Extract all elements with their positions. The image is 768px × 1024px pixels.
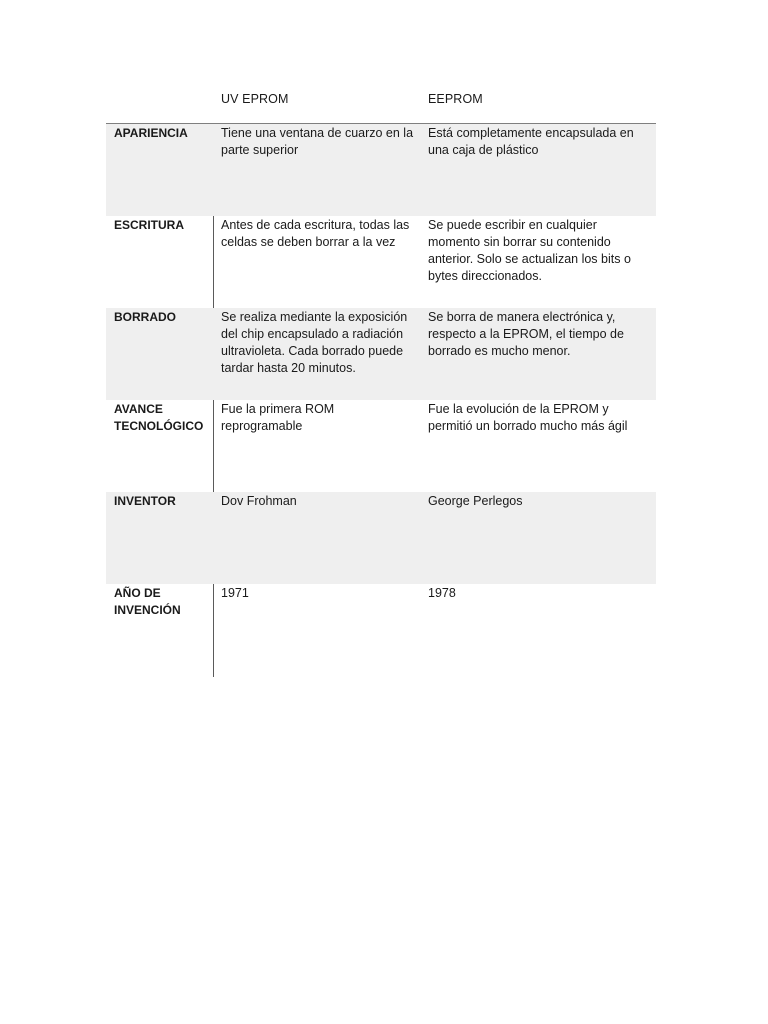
column-header-uv-eprom: UV EPROM <box>221 92 289 106</box>
cell-eeprom: 1978 <box>428 586 456 600</box>
cell-eeprom: Se borra de manera electrónica y, respecto a la EPROM, el tiempo de borrado es mucho menor. <box>428 310 624 358</box>
cell-uv-eprom: Antes de cada escritura, todas las celdas se deben borrar a la vez <box>221 218 410 249</box>
table-row-ano-de-invencion <box>106 584 656 676</box>
cell-uv-eprom: Dov Frohman <box>221 494 297 508</box>
table-row-borrado <box>106 308 656 400</box>
cell-uv-eprom: 1971 <box>221 586 249 600</box>
row-label: APARIENCIA <box>114 126 188 140</box>
cell-uv-eprom: Tiene una ventana de cuarzo en la parte superior <box>221 126 414 157</box>
row-label: ESCRITURA <box>114 218 185 232</box>
table-row-avance-tecnologico <box>106 400 656 492</box>
table-row-apariencia <box>106 124 656 216</box>
column-header-eeprom: EEPROM <box>428 92 483 106</box>
cell-uv-eprom: Se realiza mediante la exposición del chip encapsulado a radiación ultravioleta. Cada borrado puede tardar hasta 20 minutos. <box>221 310 408 375</box>
cell-uv-eprom: Fue la primera ROM reprogramable <box>221 402 335 433</box>
table-row-escritura <box>106 216 656 308</box>
row-label: BORRADO <box>114 310 176 324</box>
cell-eeprom: Se puede escribir en cualquier momento sin borrar su contenido anterior. Solo se actualizan los bits o bytes direccionados. <box>428 218 631 283</box>
row-label: AVANCE TECNOLÓGICO <box>114 402 204 433</box>
row-label: AÑO DE INVENCIÓN <box>114 586 181 617</box>
table-header-row <box>106 84 656 124</box>
cell-eeprom: Fue la evolución de la EPROM y permitió un borrado mucho más ágil <box>428 402 628 433</box>
cell-eeprom: George Perlegos <box>428 494 523 508</box>
table-row-inventor <box>106 492 656 584</box>
row-label: INVENTOR <box>114 494 176 508</box>
comparison-table <box>106 84 656 676</box>
cell-eeprom: Está completamente encapsulada en una caja de plástico <box>428 126 634 157</box>
table-body <box>106 124 656 676</box>
